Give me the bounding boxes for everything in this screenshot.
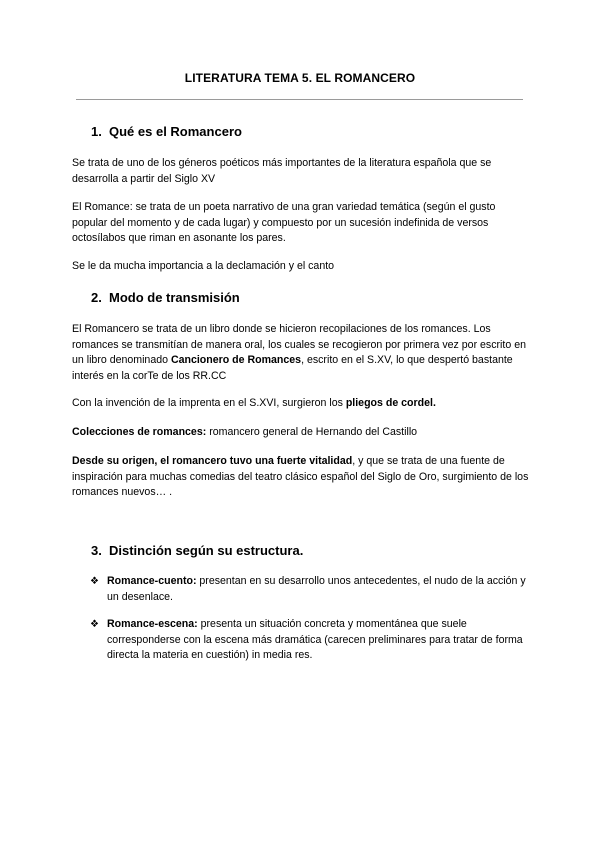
bullet-item-romance-escena <box>107 617 527 664</box>
text-run: , escrito en el S.XV, lo que despertó bastante interés en la corTe de los RR.CC <box>72 354 513 382</box>
bullet-label: Romance-cuento: <box>107 575 197 587</box>
section-1-paragraph-2: El Romance: se trata de un poeta narrativo de una gran variedad temática (según el gusto popular del momento y de cada lugar) y compuesto por un sucesión indefinida de versos octosílabos que riman en asonante los pares. <box>72 201 496 244</box>
document-title: LITERATURA TEMA 5. EL ROMANCERO <box>184 71 416 85</box>
vitalidad-phrase: Desde su origen, el romancero tuvo una fuerte vitalidad <box>72 455 353 467</box>
cancionero-title: Cancionero de Romances <box>170 354 302 366</box>
section-1-paragraph-1: Se trata de uno de los géneros poéticos más importantes de la literatura española que se desarrolla a partir del Siglo XV <box>72 157 492 185</box>
section-2-paragraph-2 <box>72 396 532 412</box>
section-3-number: 3. <box>91 543 102 558</box>
pliegos-term: pliegos de cordel. <box>345 397 436 409</box>
diamond-bullet-icon: ❖ <box>90 576 99 587</box>
section-3-heading <box>91 543 303 558</box>
section-1-number: 1. <box>91 124 102 139</box>
diamond-bullet-icon: ❖ <box>90 619 99 630</box>
text-run: Con la invención de la imprenta en el S.XVI, surgieron los <box>72 397 346 409</box>
section-1-heading <box>91 124 242 139</box>
bullet-text: presenta un situación concreta y momentánea que suele corresponderse con la escena más dramática (carecen preliminares para tratar de forma directa la materia en cuestión) in media res. <box>107 618 523 661</box>
section-3-title: Distinción según su estructura. <box>109 543 304 558</box>
section-2-paragraph-3 <box>72 425 532 441</box>
section-2-paragraph-4 <box>72 454 532 501</box>
section-2-title: Modo de transmisión <box>109 290 240 305</box>
section-2-paragraph-1 <box>72 322 532 384</box>
section-1-paragraph-3: Se le da mucha importancia a la declamación y el canto <box>72 260 335 272</box>
text-run: El Romancero se trata de un libro donde se hicieron recopilaciones de los romances. Los romances se transmitían de manera oral, los cuales se recogieron por primera vez por escrito en un libro denominado <box>72 323 526 366</box>
bullet-label: Romance-escena: <box>107 618 198 630</box>
colecciones-label: Colecciones de romances: <box>72 426 207 438</box>
section-2-number: 2. <box>91 290 102 305</box>
bullet-item-romance-cuento <box>107 574 527 605</box>
text-run: , y que se trata de una fuente de inspiración para muchas comedias del teatro clásico español del Siglo de Oro, surgimiento de los romances nuevos… . <box>72 455 529 498</box>
bullet-text: presentan en su desarrollo unos antecedentes, el nudo de la acción y un desenlace. <box>107 575 526 603</box>
text-run: romancero general de Hernando del Castillo <box>206 426 418 438</box>
section-2-heading <box>91 290 240 305</box>
title-divider <box>76 99 523 100</box>
section-1-title: Qué es el Romancero <box>109 124 242 139</box>
